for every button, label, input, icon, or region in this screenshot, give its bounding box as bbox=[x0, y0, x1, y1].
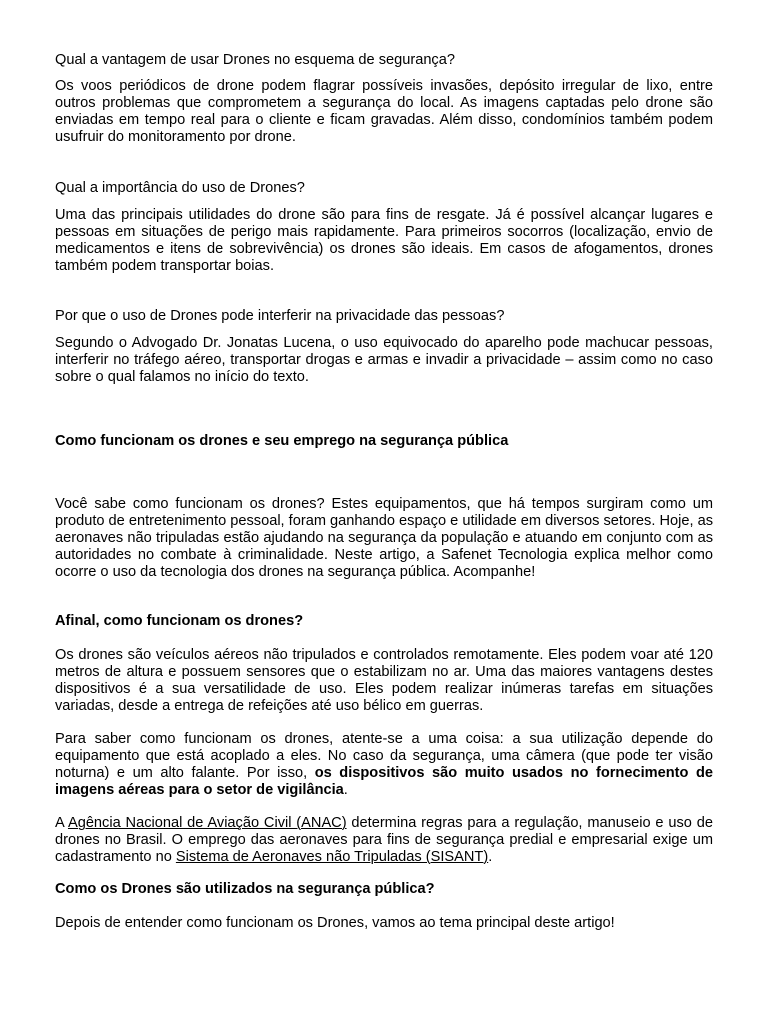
anac-link[interactable]: Agência Nacional de Aviação Civil (ANAC) bbox=[67, 815, 347, 831]
paragraph-text: A bbox=[55, 815, 68, 831]
answer-drone-importance: Uma das principais utilidades do drone são para fins de resgate. Já é possível alcançar lugares e pessoas em situações de perigo mais rapidamente. Para primeiros socorros (localização, envio de medicamentos e itens de sobrevivência) os drones são ideais. Em casos de afogamentos, drones também podem transportar boias. bbox=[55, 207, 713, 274]
paragraph-how-drones-work bbox=[55, 731, 713, 799]
paragraph-final: Depois de entender como funcionam os Drones, vamos ao tema principal deste artigo! bbox=[55, 915, 615, 931]
bold-highlight: os dispositivos são muito usados no fornecimento de imagens aéreas para o setor de vigilância bbox=[55, 765, 713, 798]
period: . bbox=[488, 849, 493, 865]
period: . bbox=[343, 782, 348, 798]
answer-drone-privacy: Segundo o Advogado Dr. Jonatas Lucena, o uso equivocado do aparelho pode machucar pessoas, interferir no tráfego aéreo, transportar drogas e armas e invadir a privacidade – assim como no caso sobre o qual falamos no início do texto. bbox=[55, 335, 713, 385]
paragraph-anac-regulation bbox=[55, 815, 713, 866]
question-drone-importance: Qual a importância do uso de Drones? bbox=[55, 180, 305, 196]
answer-drone-security-advantage: Os voos periódicos de drone podem flagrar possíveis invasões, depósito irregular de lixo, entre outros problemas que comprometem a segurança do local. As imagens captadas pelo drone são enviadas em tempo real para o cliente e ficam gravadas. Além disso, condomínios também podem usufruir do monitoramento por drone. bbox=[55, 78, 713, 145]
intro-paragraph: Você sabe como funcionam os drones? Estes equipamentos, que há tempos surgiram como um produto de entretenimento pessoal, foram ganhando espaço e utilidade em diversos setores. Hoje, as aeronaves não tripuladas estão ajudando na segurança da população e atuando em conjunto com as autoridades no combate à criminalidade. Neste artigo, a Safenet Tecnologia explica melhor como ocorre o uso da tecnologia dos drones na segurança pública. Acompanhe! bbox=[55, 496, 713, 580]
paragraph-what-are-drones: Os drones são veículos aéreos não tripulados e controlados remotamente. Eles podem voar até 120 metros de altura e possuem sensores que o estabilizam no ar. Uma das maiores vantagens destes dispositivos é a sua versatilidade de uso. Eles podem realizar inúmeras tarefas em situações variadas, desde a entrega de refeições até uso bélico em guerras. bbox=[55, 647, 713, 714]
section-title: Como funcionam os drones e seu emprego na segurança pública bbox=[55, 433, 509, 449]
heading-how-drones-work: Afinal, como funcionam os drones? bbox=[55, 613, 304, 629]
question-drone-security-advantage: Qual a vantagem de usar Drones no esquema de segurança? bbox=[55, 52, 455, 68]
heading-public-security-use: Como os Drones são utilizados na segurança pública? bbox=[55, 881, 435, 897]
paragraph-text: determina regras para a regulação, manuseio e uso de drones no Brasil. O emprego das aeronaves para fins de segurança predial e empresarial exige um cadastramento no bbox=[55, 815, 713, 865]
sisant-link[interactable]: Sistema de Aeronaves não Tripuladas (SISANT) bbox=[175, 849, 489, 865]
question-drone-privacy: Por que o uso de Drones pode interferir na privacidade das pessoas? bbox=[55, 308, 505, 324]
paragraph-text: Para saber como funcionam os drones, atente-se a uma coisa: a sua utilização depende do equipamento que está acoplado a eles. No caso da segurança, uma câmera (que pode ter visão noturna) e um alto falante. Por isso, bbox=[55, 731, 713, 781]
